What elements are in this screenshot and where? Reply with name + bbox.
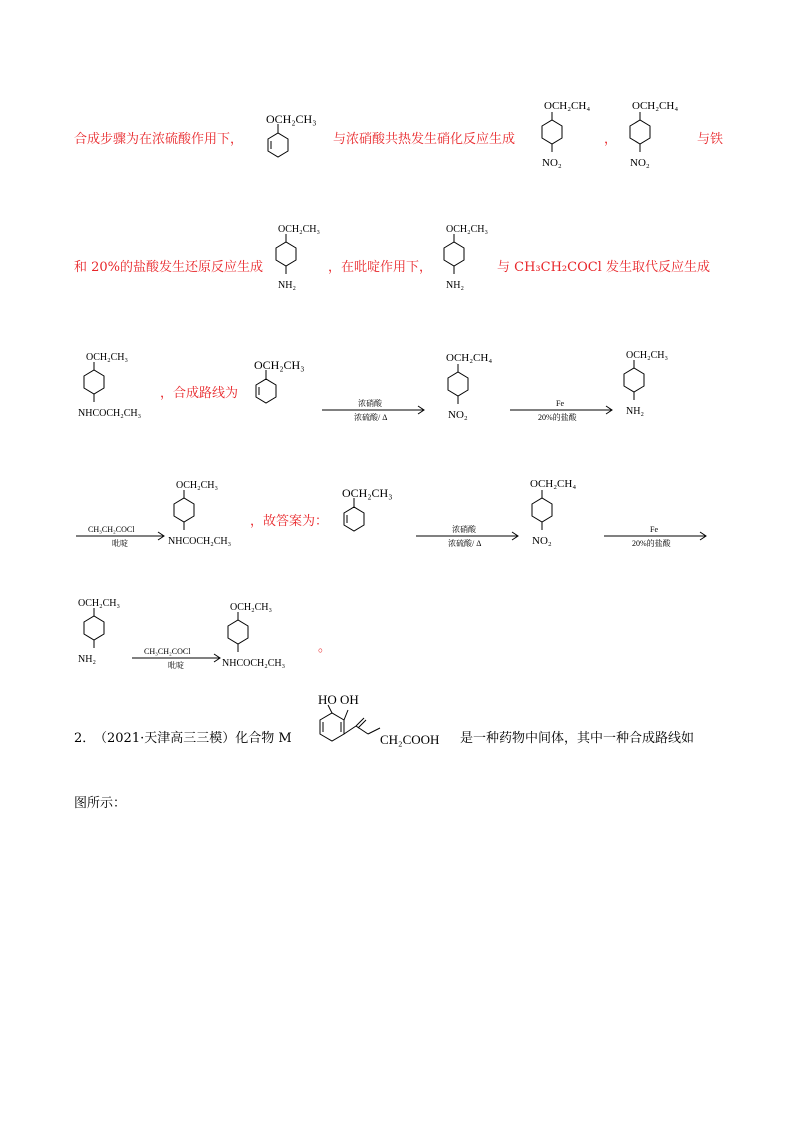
svg-text:CH₂COOH: CH₂COOH xyxy=(380,732,440,747)
svg-text:吡啶: 吡啶 xyxy=(112,539,128,548)
svg-text:OCH₂CH₃: OCH₂CH₃ xyxy=(278,224,320,235)
svg-text:NO₂: NO₂ xyxy=(630,157,650,169)
svg-text:OCH₂CH₃: OCH₂CH₃ xyxy=(626,350,668,361)
p-nitrophenetole-structure xyxy=(618,96,698,176)
phenetole-structure xyxy=(240,354,320,424)
phenetole-structure xyxy=(328,482,408,552)
svg-text:吡啶: 吡啶 xyxy=(168,661,184,670)
p-nitrophenetole-structure xyxy=(530,96,610,176)
svg-text:浓硫酸/ Δ: 浓硫酸/ Δ xyxy=(448,539,482,548)
nitration-arrow xyxy=(318,396,430,424)
compound-m-structure xyxy=(300,690,470,760)
svg-text:NH₂: NH₂ xyxy=(78,654,96,665)
p-nitrophenetole-structure xyxy=(436,348,516,428)
svg-text:OH: OH xyxy=(340,692,359,707)
svg-text:浓硫酸/ Δ: 浓硫酸/ Δ xyxy=(354,413,388,422)
svg-text:NHCOCH₂CH₃: NHCOCH₂CH₃ xyxy=(222,658,286,669)
svg-text:NHCOCH₂CH₃: NHCOCH₂CH₃ xyxy=(168,536,232,547)
svg-text:浓硝酸: 浓硝酸 xyxy=(452,525,476,534)
answer-text: 。 xyxy=(318,640,332,655)
svg-text:OCH₂CH₃: OCH₂CH₃ xyxy=(176,480,218,491)
svg-text:OCH₂CH₃: OCH₂CH₃ xyxy=(342,486,393,500)
answer-text: ，合成路线为 xyxy=(160,386,239,401)
svg-text:OCH₂CH₄: OCH₂CH₄ xyxy=(544,100,591,112)
answer-text: 合成步骤为在浓硫酸作用下， xyxy=(74,132,244,147)
svg-text:NH₂: NH₂ xyxy=(278,280,296,291)
svg-text:20%的盐酸: 20%的盐酸 xyxy=(632,539,671,548)
p-phenetidine-structure xyxy=(612,348,692,424)
svg-text:浓硝酸: 浓硝酸 xyxy=(358,399,382,408)
svg-text:OCH₂CH₃: OCH₂CH₃ xyxy=(230,602,272,613)
svg-text:NH₂: NH₂ xyxy=(446,280,464,291)
answer-text: 与 CH₃CH₂COCl 发生取代反应生成 xyxy=(497,260,710,275)
svg-text:Fe: Fe xyxy=(650,525,658,534)
answer-text: ，故答案为： xyxy=(250,514,329,529)
svg-text:OCH₂CH₃: OCH₂CH₃ xyxy=(78,598,120,609)
svg-text:CH₃CH₂COCl: CH₃CH₂COCl xyxy=(88,525,135,534)
phenetole-structure xyxy=(252,108,332,178)
svg-text:OCH₂CH₄: OCH₂CH₄ xyxy=(632,100,679,112)
svg-text:NO₂: NO₂ xyxy=(448,409,468,421)
svg-text:HO: HO xyxy=(318,692,337,707)
question-text: 图所示： xyxy=(74,796,127,811)
svg-text:NO₂: NO₂ xyxy=(542,157,562,169)
svg-text:NH₂: NH₂ xyxy=(626,406,644,417)
svg-text:CH₃CH₂COCl: CH₃CH₂COCl xyxy=(144,647,191,656)
nitration-arrow xyxy=(412,522,524,550)
answer-text: 与铁 xyxy=(697,132,724,147)
svg-text:OCH₂CH₃: OCH₂CH₃ xyxy=(266,112,317,126)
acylation-arrow xyxy=(128,644,228,672)
svg-text:NO₂: NO₂ xyxy=(532,535,552,547)
answer-text: ， xyxy=(604,132,618,147)
svg-text:OCH₂CH₃: OCH₂CH₃ xyxy=(86,352,128,363)
answer-text: ，在吡啶作用下， xyxy=(328,260,433,275)
answer-text: 和 20%的盐酸发生还原反应生成 xyxy=(74,260,264,275)
phenacetin-analog-structure xyxy=(216,600,326,676)
svg-text:OCH₂CH₄: OCH₂CH₄ xyxy=(446,352,493,364)
svg-text:Fe: Fe xyxy=(556,399,564,408)
p-nitrophenetole-structure xyxy=(520,474,600,554)
svg-text:NHCOCH₂CH₃: NHCOCH₂CH₃ xyxy=(78,408,142,419)
svg-text:20%的盐酸: 20%的盐酸 xyxy=(538,413,577,422)
svg-text:OCH₂CH₃: OCH₂CH₃ xyxy=(446,224,488,235)
reduction-arrow xyxy=(600,522,712,550)
reduction-arrow xyxy=(506,396,618,424)
svg-text:OCH₂CH₄: OCH₂CH₄ xyxy=(530,478,577,490)
question-number: 2． xyxy=(74,731,96,746)
question-text: 是一种药物中间体，其中一种合成路线如 xyxy=(460,731,695,746)
question-source: （2021·天津高三三模）化合物 M xyxy=(94,731,292,746)
svg-text:OCH₂CH₃: OCH₂CH₃ xyxy=(254,358,305,372)
answer-text: 与浓硝酸共热发生硝化反应生成 xyxy=(333,132,516,147)
acylation-arrow xyxy=(72,522,172,550)
